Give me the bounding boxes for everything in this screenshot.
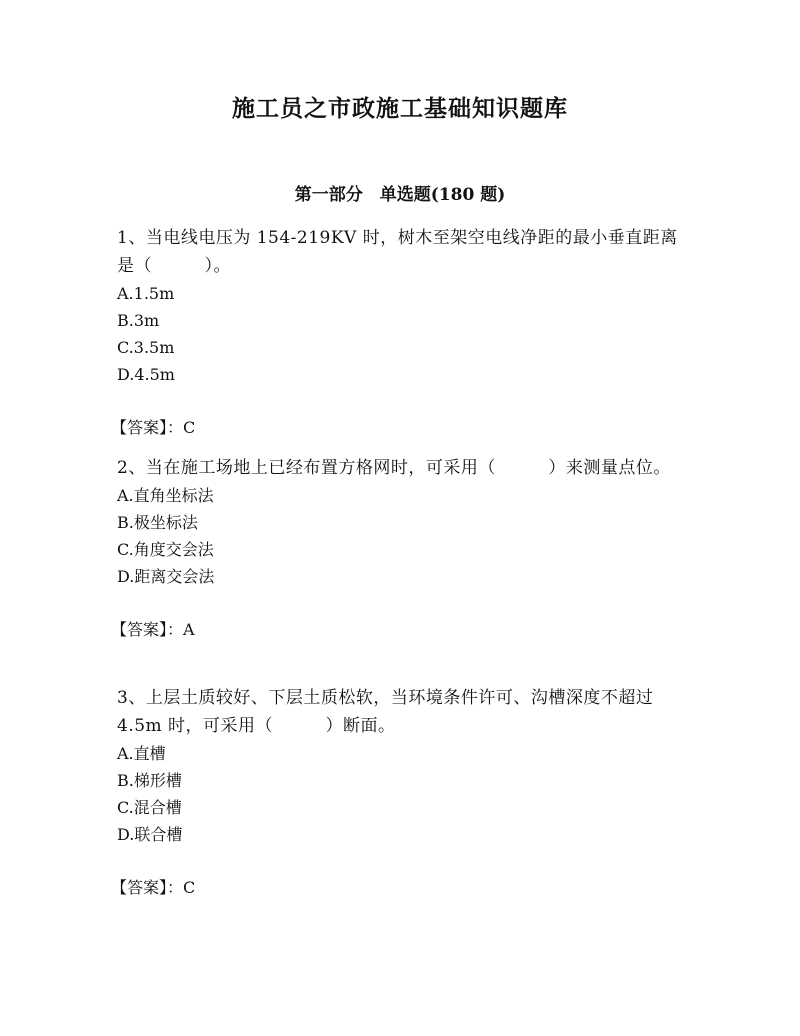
question-stem: 1、当电线电压为 154-219KV 时，树木至架空电线净距的最小垂直距离是（ ）。 bbox=[117, 228, 678, 276]
option-b: B.梯形槽 bbox=[117, 771, 182, 790]
answer-label: 【答案】： bbox=[111, 878, 184, 897]
option-list bbox=[117, 740, 687, 848]
answer-line bbox=[111, 617, 687, 643]
option-d: D.4.5m bbox=[117, 365, 175, 384]
answer-line bbox=[111, 415, 687, 441]
option-a: A.1.5m bbox=[117, 284, 175, 303]
answer-label: 【答案】： bbox=[111, 418, 184, 437]
option-c: C.3.5m bbox=[117, 338, 175, 357]
question-stem: 3、上层土质较好、下层土质松软，当环境条件许可、沟槽深度不超过 4.5m 时，可采用（ ）断面。 bbox=[117, 688, 660, 736]
option-a: A.直角坐标法 bbox=[117, 486, 214, 505]
answer-value: A bbox=[183, 620, 195, 639]
option-b: B.极坐标法 bbox=[117, 513, 198, 532]
answer-value: C bbox=[183, 878, 196, 897]
option-d: D.距离交会法 bbox=[117, 567, 215, 586]
answer-value: C bbox=[183, 418, 196, 437]
option-c: C.混合槽 bbox=[117, 798, 182, 817]
section-title: 第一部分 单选题(180 题) bbox=[294, 185, 506, 205]
option-a: A.直槽 bbox=[117, 744, 166, 763]
answer-label: 【答案】： bbox=[111, 620, 184, 639]
option-list bbox=[117, 280, 687, 388]
option-list bbox=[117, 482, 687, 590]
answer-line bbox=[111, 875, 687, 901]
question-block bbox=[111, 224, 687, 441]
question-block bbox=[111, 684, 687, 901]
page-title: 施工员之市政施工基础知识题库 bbox=[232, 95, 568, 122]
question-block bbox=[111, 454, 687, 643]
option-d: D.联合槽 bbox=[117, 825, 183, 844]
question-stem: 2、当在施工场地上已经布置方格网时，可采用（ ）来测量点位。 bbox=[117, 458, 671, 478]
option-c: C.角度交会法 bbox=[117, 540, 214, 559]
option-b: B.3m bbox=[117, 311, 160, 330]
